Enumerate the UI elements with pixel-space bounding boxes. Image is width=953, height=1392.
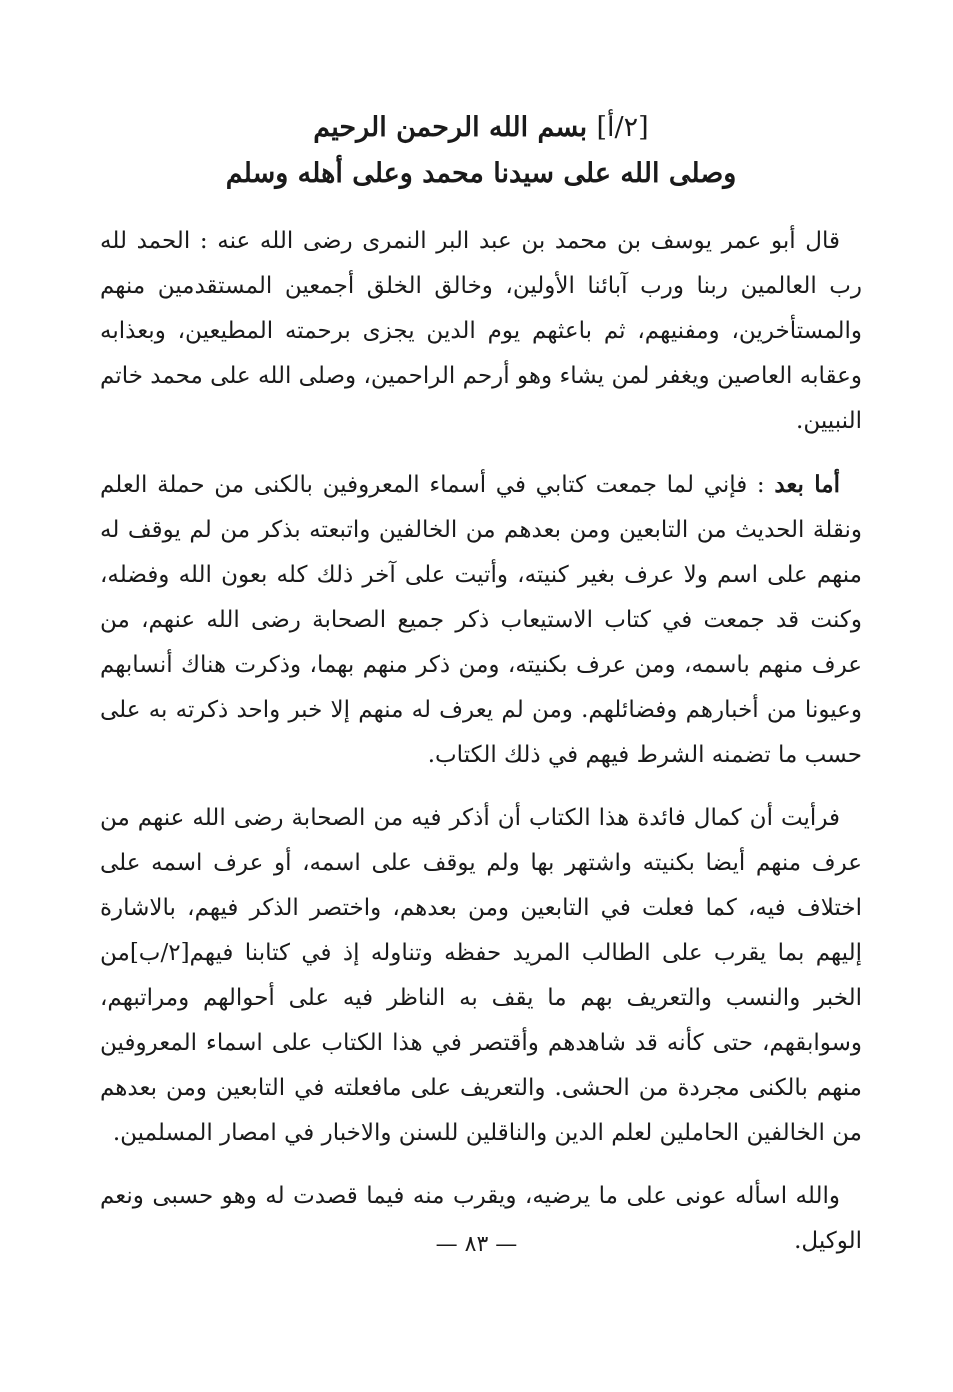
paragraph-3-text: فرأيت أن كمال فائدة هذا الكتاب أن أذكر فيه من الصحابة رضى الله عنهم من عرف منهم أيضا بكنيته واشتهر بها ولم يوقف على اسمه، أو عرف اسمه على اختلاف فيه، كما فعلت في التابعين ومن بعدهم، واختصر الذكر فيهم، بالاشارة إليهم بما يقرب على الطالب المريد حفظه وتناوله إذ في كتابنا فيهم[٢/ب]من الخبر والنسب والتعريف بهم ما يقف به الناظر فيه على أحوالهم ومراتبهم، وسوابقهم، حتى كأنه قد شاهدهم وأقتصر في هذا الكتاب على اسماء المعروفين منهم بالكنى مجردة من الحشى. والتعريف على مافعلته في التابعين ومن بعدهم من الخالفين الحاملين لعلم الدين والناقلين للسنن والاخبار في امصار المسلمين. — [100, 805, 862, 1146]
folio-reference: [٢/أ] — [596, 112, 649, 143]
page-number: — ٨٣ — — [435, 1232, 518, 1257]
heading-line-2: وصلى الله على سيدنا محمد وعلى أهله وسلم — [225, 158, 737, 189]
page-heading — [100, 105, 862, 197]
heading-line-1 — [100, 105, 862, 151]
paragraph-2-lead: أما بعد — [774, 471, 840, 498]
paragraph-4-text: والله اسأله عونى على ما يرضيه، ويقرب منه فيما قصدت له وهو حسبى ونعم الوكيل. — [100, 1183, 862, 1254]
paragraph-3 — [100, 796, 862, 1156]
paragraph-2-text: : فإني لما جمعت كتابي في أسماء المعروفين بالكنى من حملة العلم ونقلة الحديث من التابعين ومن بعدهم من الخالفين واتبعته بذكر من لم يوقف له منهم على اسم ولا عرف بغير كنيته، وأتيت على آخر ذلك كله بعون الله وفضله، وكنت قد جمعت في كتاب الاستيعاب ذكر جميع الصحابة رضى الله عنهم، من عرف منهم باسمه، ومن عرف بكنيته، ومن ذكر منهم بهما، وذكرت هناك أنسابهم وعيونا من أخبارهم وفضائلهم. ومن لم يعرف له منهم إلا خبر واحد ذكرته به على حسب ما تضمنه الشرط فيهم في ذلك الكتاب. — [100, 472, 862, 768]
document-page — [100, 105, 862, 1282]
paragraph-1 — [100, 219, 862, 444]
paragraph-2 — [100, 462, 862, 778]
paragraph-1-text: قال أبو عمر يوسف بن محمد بن عبد البر النمرى رضى الله عنه : الحمد لله رب العالمين ربنا ورب آبائنا الأولين، وخالق الخلق أجمعين المستقدمين منهم والمستأخرين، ومفنيهم، ثم باعثهم يوم الدين يجزى برحمته المطيعين، وبعذابه وعقابه العاصين ويغفر لمن يشاء وهو أرحم الراحمين، وصلى الله على محمد خاتم النبيين. — [100, 228, 862, 434]
basmala: بسم الله الرحمن الرحيم — [313, 112, 588, 143]
